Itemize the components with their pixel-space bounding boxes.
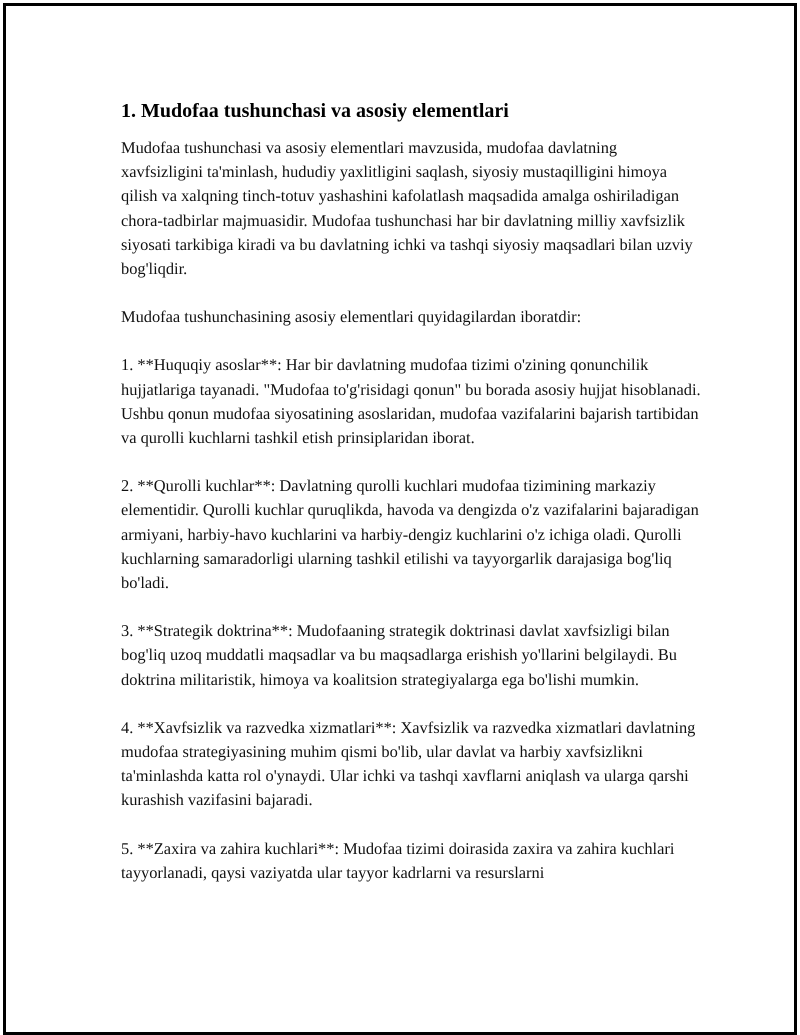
document-body [121, 98, 701, 909]
document-page [3, 3, 797, 1035]
element-armed-forces-paragraph: 2. **Qurolli kuchlar**: Davlatning qurolli kuchlari mudofaa tizimining markaziy elementidir. Qurolli kuchlar quruqlikda, havoda va dengizda o'z vazifalarini bajaradigan armiyani, harbiy-havo kuchlarini va harbiy-dengiz kuchlarini o'z ichiga oladi. Qurolli kuchlarning samaradorligi ularning tashkil etilishi va tayyorgarlik darajasiga bog'liq bo'ladi. [121, 476, 699, 593]
element-legal-basis-paragraph: 1. **Huquqiy asoslar**: Har bir davlatning mudofaa tizimi o'zining qonunchilik hujjatlariga tayanadi. "Mudofaa to'g'risidagi qonun" bu borada asosiy hujjat hisoblanadi. Ushbu qonun mudofaa siyosatining asoslaridan, mudofaa vazifalarini bajarish tartibidan va qurolli kuchlarni tashkil etish prinsiplaridan iborat. [121, 355, 701, 448]
element-strategic-doctrine-paragraph: 3. **Strategik doktrina**: Mudofaaning strategik doktrinasi davlat xavfsizligi bilan bog'liq uzoq muddatli maqsadlar va bu maqsadlarga erishish yo'llarini belgilaydi. Bu doktrina militaristik, himoya va koalitsion strategiyalarga ega bo'lishi mumkin. [121, 621, 677, 689]
element-reserve-forces-paragraph: 5. **Zaxira va zahira kuchlari**: Mudofaa tizimi doirasida zaxira va zahira kuchlari tayyorlanadi, qaysi vaziyatda ular tayyor kadrlarni va resurslarni [121, 838, 675, 882]
section-heading: 1. Mudofaa tushunchasi va asosiy elementlari [121, 100, 509, 122]
intro-paragraph: Mudofaa tushunchasi va asosiy elementlari mavzusida, mudofaa davlatning xavfsizligini ta'minlash, hududiy yaxlitligini saqlash, siyosiy mustaqilligini himoya qilish va xalqning tinch-totuv yashashini kafolatlash maqsadida amalga oshiriladigan chora-tadbirlar majmuasidir. Mudofaa tushunchasi har bir davlatning milliy xavfsizlik siyosati tarkibiga kiradi va bu davlatning ichki va tashqi siyosiy maqsadlari bilan uzviy bog'liqdir. [121, 138, 693, 279]
element-security-intelligence-paragraph: 4. **Xavfsizlik va razvedka xizmatlari**: Xavfsizlik va razvedka xizmatlari davlatning mudofaa strategiyasining muhim qismi bo'lib, ular davlat va harbiy xavfsizlikni ta'minlashda katta rol o'ynaydi. Ular ichki va tashqi xavflarni aniqlash va ularga qarshi kurashish vazifasini bajaradi. [121, 717, 696, 810]
elements-lead-paragraph: Mudofaa tushunchasining asosiy elementlari quyidagilardan iboratdir: [121, 307, 582, 327]
